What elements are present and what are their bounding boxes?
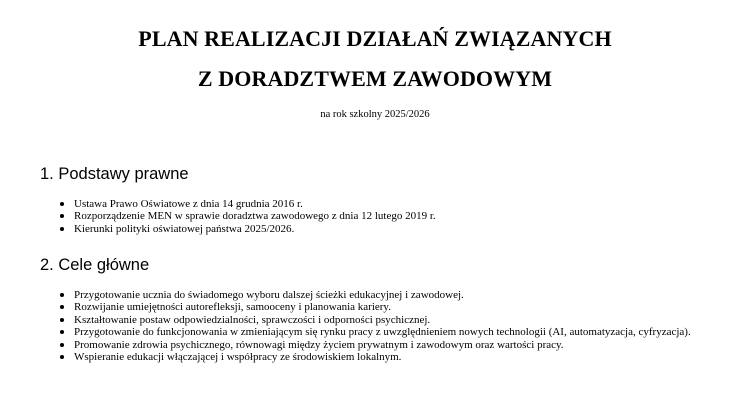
section-heading-main-goals: 2. Cele główne (40, 256, 150, 274)
bullet-icon (60, 355, 64, 359)
list-item (60, 223, 700, 235)
legal-basis-list (60, 198, 700, 235)
bullet-icon (60, 202, 64, 206)
list-item-text: Kształtowanie postaw odpowiedzialności, sprawczości i odporności psychicznej. (74, 313, 431, 326)
bullet-icon (60, 330, 64, 334)
list-item-text: Rozporządzenie MEN w sprawie doradztwa zawodowego z dnia 12 lutego 2019 r. (74, 210, 436, 223)
document-title-line-1: PLAN REALIZACJI DZIAŁAŃ ZWIĄZANYCH (138, 26, 612, 51)
bullet-icon (60, 343, 64, 347)
list-item (60, 314, 700, 326)
list-item-text: Promowanie zdrowia psychicznego, równowagi między życiem prywatnym i zawodowym oraz wartości pracy. (74, 338, 564, 351)
bullet-icon (60, 227, 64, 231)
list-item-text: Kierunki polityki oświatowej państwa 2025/2026. (74, 222, 295, 235)
list-item-text: Ustawa Prawo Oświatowe z dnia 14 grudnia 2016 r. (74, 198, 303, 210)
document-title-line-2: Z DORADZTWEM ZAWODOWYM (197, 66, 553, 91)
list-item (60, 210, 700, 222)
school-year-subtitle: na rok szkolny 2025/2026 (320, 109, 430, 120)
list-item (60, 301, 700, 313)
list-item-text: Przygotowanie ucznia do świadomego wyboru dalszej ścieżki edukacyjnej i zawodowej. (74, 289, 464, 301)
bullet-icon (60, 214, 64, 218)
list-item (60, 289, 700, 301)
list-item (60, 339, 700, 351)
list-item (60, 326, 700, 338)
bullet-icon (60, 305, 64, 309)
bullet-icon (60, 293, 64, 297)
section-heading-legal-basis: 1. Podstawy prawne (40, 165, 189, 183)
list-item (60, 351, 700, 363)
main-goals-list (60, 289, 700, 363)
list-item-text: Przygotowanie do funkcjonowania w zmieniającym się rynku pracy z uwzględnieniem nowych technologii (AI, automatyzacja, cyfryzacja). (74, 326, 691, 339)
bullet-icon (60, 318, 64, 322)
list-item (60, 198, 700, 210)
list-item-text: Rozwijanie umiejętności autorefleksji, samooceny i planowania kariery. (74, 301, 391, 314)
list-item-text: Wspieranie edukacji włączającej i współpracy ze środowiskiem lokalnym. (74, 351, 402, 364)
